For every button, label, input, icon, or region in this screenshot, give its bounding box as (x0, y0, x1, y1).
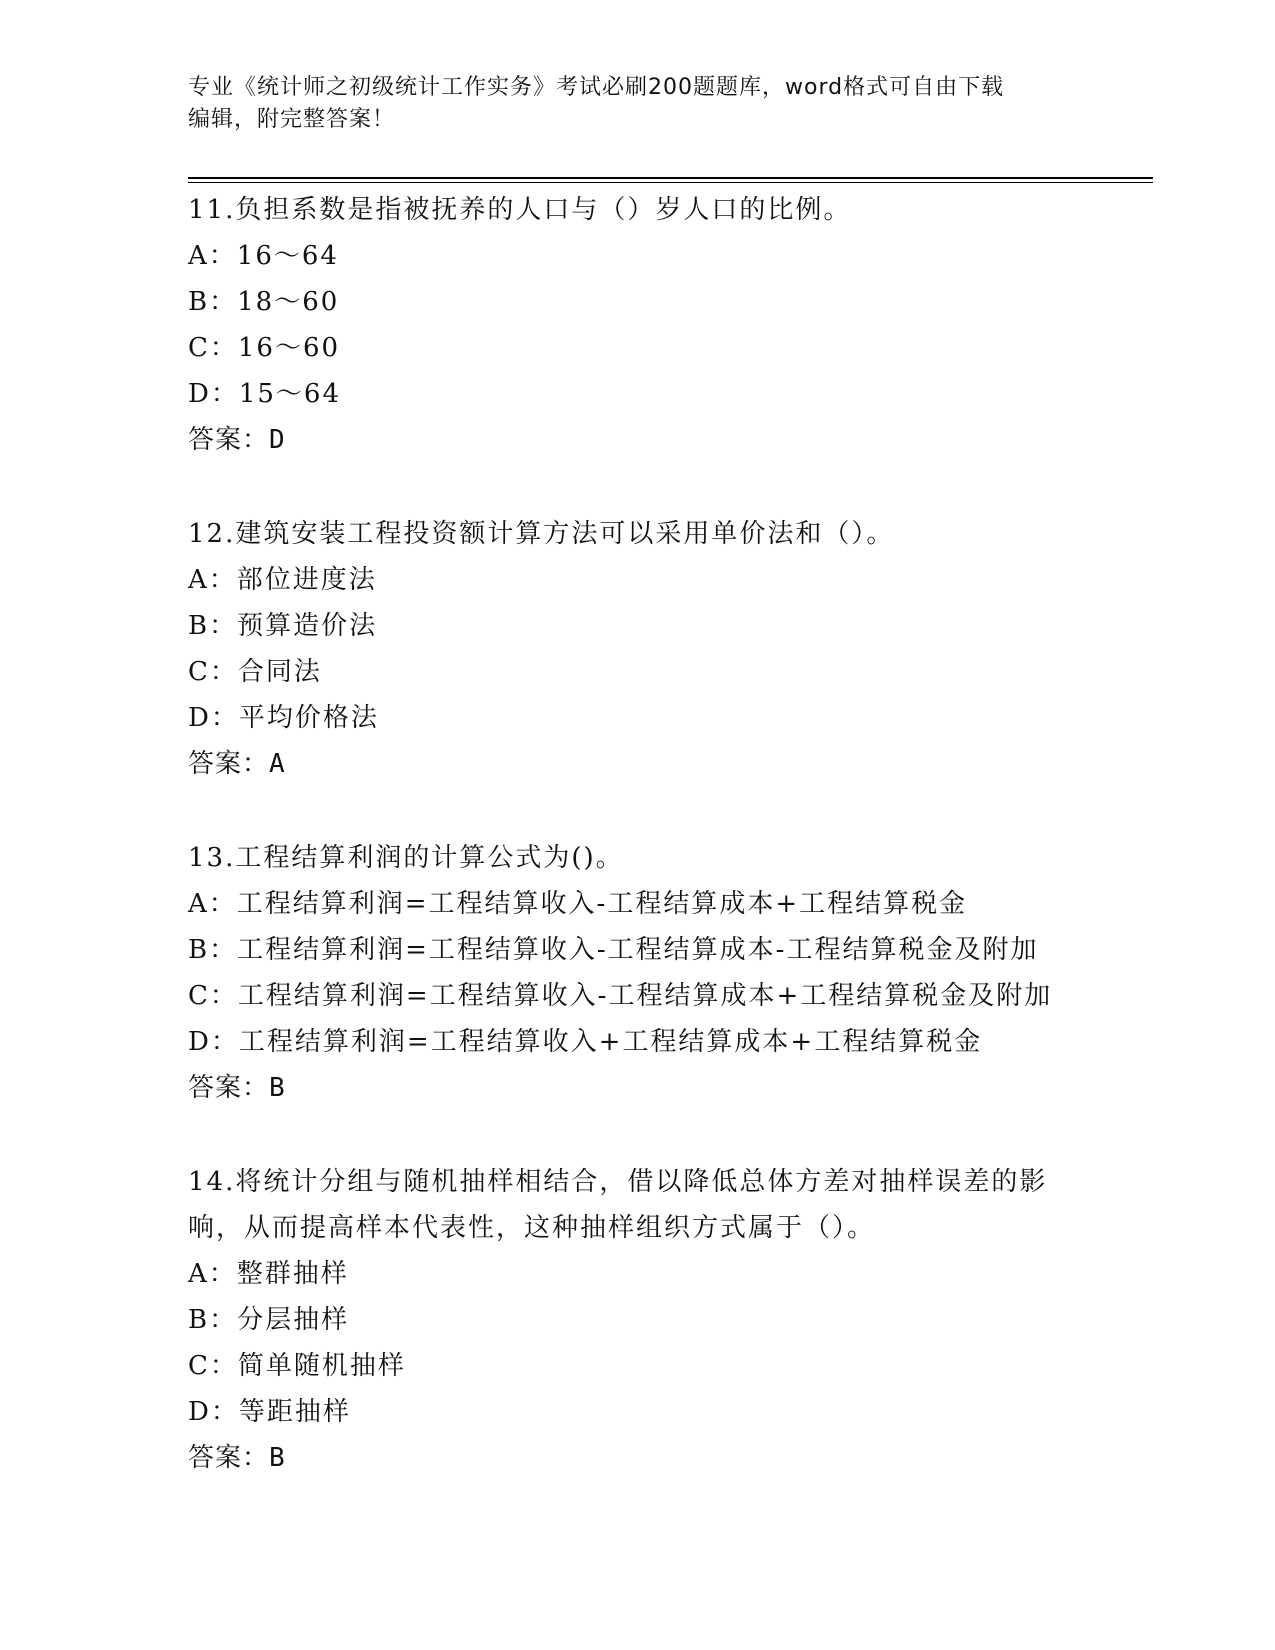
option-c: C：简单随机抽样 (188, 1351, 406, 1381)
answer-value: A (269, 749, 286, 779)
option-a: A：工程结算利润=工程结算收入-工程结算成本+工程结算税金 (188, 889, 968, 919)
question-12 (188, 511, 1088, 787)
option-d: D：等距抽样 (188, 1397, 351, 1427)
answer-label: 答案： (188, 1443, 270, 1473)
option-c: C：16～60 (188, 333, 341, 363)
header-line-2: 编辑，附完整答案！ (188, 107, 396, 132)
option-a: A：整群抽样 (188, 1259, 349, 1289)
header-line-1: 专业《统计师之初级统计工作实务》考试必刷200题题库，word格式可自由下载 (188, 75, 1005, 100)
answer-value: B (269, 1443, 286, 1473)
answer-line (188, 1065, 1088, 1111)
option-d: D：15～64 (188, 379, 342, 409)
answer-value: D (269, 425, 286, 455)
answer-line (188, 1435, 1088, 1481)
answer-line (188, 417, 1088, 463)
question-11 (188, 187, 1088, 463)
option-b: B：18～60 (188, 287, 340, 317)
option-b: B：分层抽样 (188, 1305, 350, 1335)
answer-label: 答案： (188, 425, 270, 455)
question-stem: 12.建筑安装工程投资额计算方法可以采用单价法和（）。 (188, 519, 895, 549)
question-list (188, 187, 1088, 1529)
option-a: A：16～64 (188, 241, 339, 271)
question-14 (188, 1159, 1088, 1481)
option-d: D：平均价格法 (188, 703, 379, 733)
answer-line (188, 741, 1088, 787)
header-divider (188, 177, 1153, 183)
answer-label: 答案： (188, 1073, 270, 1103)
question-stem: 13.工程结算利润的计算公式为()。 (188, 843, 624, 873)
answer-label: 答案： (188, 749, 270, 779)
option-b: B：预算造价法 (188, 611, 378, 641)
question-13 (188, 835, 1088, 1111)
option-c: C：工程结算利润=工程结算收入-工程结算成本+工程结算税金及附加 (188, 981, 1053, 1011)
question-stem: 14.将统计分组与随机抽样相结合，借以降低总体方差对抽样误差的影响，从而提高样本代表性，这种抽样组织方式属于（）。 (188, 1167, 1048, 1243)
option-b: B：工程结算利润=工程结算收入-工程结算成本-工程结算税金及附加 (188, 935, 1039, 965)
option-d: D：工程结算利润=工程结算收入+工程结算成本+工程结算税金 (188, 1027, 983, 1057)
question-stem: 11.负担系数是指被抚养的人口与（）岁人口的比例。 (188, 195, 852, 225)
document-header (188, 72, 1088, 136)
option-a: A：部位进度法 (188, 565, 377, 595)
answer-value: B (269, 1073, 286, 1103)
option-c: C：合同法 (188, 657, 322, 687)
